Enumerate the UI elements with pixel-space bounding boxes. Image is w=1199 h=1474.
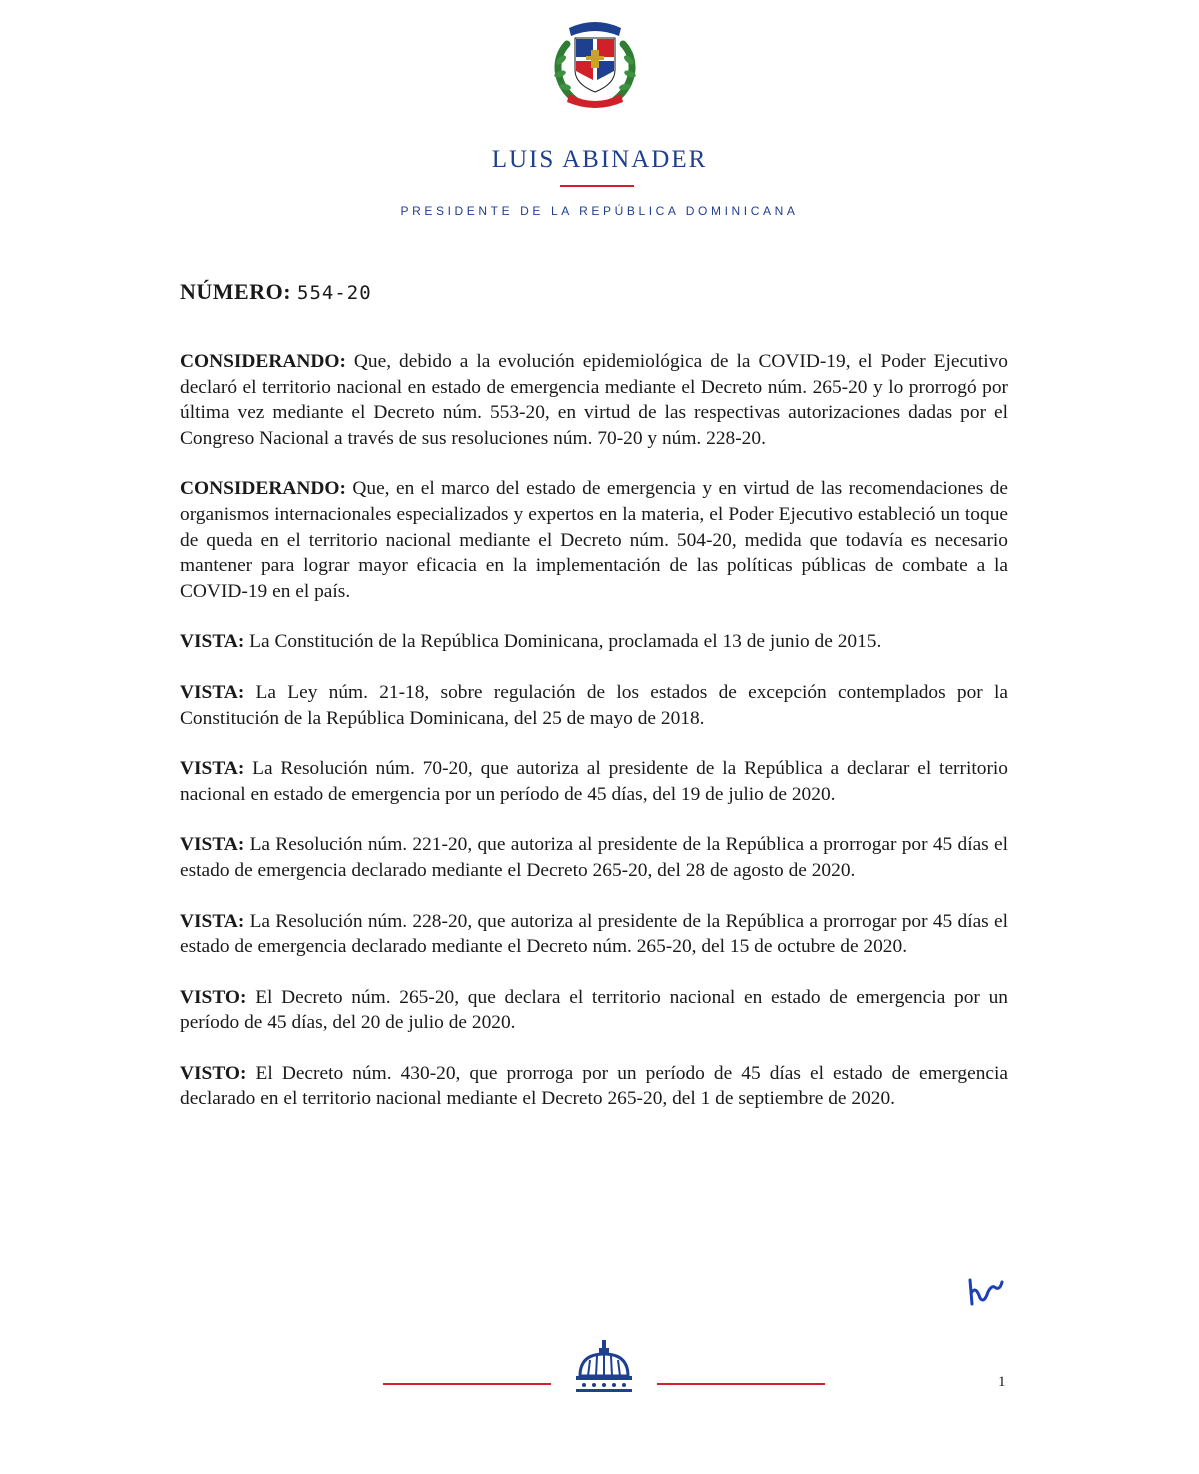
palace-dome-icon bbox=[572, 1338, 636, 1394]
paragraph-visto-decreto-430 bbox=[180, 1061, 1008, 1112]
paragraph-text: La Resolución núm. 228-20, que autoriza al presidente de la República a prorrogar por 45 días el estado de emergencia declarado mediante el Decreto núm. 265-20, del 15 de octubre de 2020. bbox=[180, 910, 1008, 958]
paragraph-heading: CONSIDERANDO: bbox=[180, 351, 346, 372]
president-name: LUIS ABINADER bbox=[491, 146, 708, 173]
paragraph-considerando-2 bbox=[180, 476, 1008, 604]
paragraph-heading: VISTA: bbox=[180, 758, 245, 780]
page-number: 1 bbox=[998, 1374, 1006, 1390]
paragraph-text: Que, debido a la evolución epidemiológica de la COVID-19, el Poder Ejecutivo declaró el territorio nacional en estado de emergencia mediante el Decreto núm. 265-20 y lo prorrogó por última vez mediante el Decreto núm. 553-20, en virtud de las respectivas autorizaciones dadas por el Congreso Nacional a través de sus resoluciones núm. 70-20 y núm. 228-20. bbox=[180, 351, 1008, 449]
paragraph-vista-constitucion bbox=[180, 629, 1008, 655]
president-title: PRESIDENTE DE LA REPÚBLICA DOMINICANA bbox=[400, 204, 799, 218]
paragraph-heading: VISTO: bbox=[180, 986, 247, 1008]
decree-number bbox=[180, 279, 372, 305]
paragraph-vista-resolucion-221 bbox=[180, 832, 1008, 883]
decree-number-label: NÚMERO: bbox=[180, 279, 292, 304]
paragraph-text: El Decreto núm. 430-20, que prorroga por un período de 45 días el estado de emergencia declarado en el territorio nacional mediante el Decreto 265-20, del 1 de septiembre de 2020. bbox=[180, 1062, 1008, 1110]
decree-body bbox=[180, 349, 1008, 1137]
paragraph-text: El Decreto núm. 265-20, que declara el territorio nacional en estado de emergencia por un período de 45 días, del 20 de julio de 2020. bbox=[180, 986, 1008, 1034]
handwritten-initials bbox=[962, 1270, 1008, 1312]
paragraph-heading: VISTO: bbox=[180, 1062, 247, 1084]
decree-number-value: 554-20 bbox=[297, 282, 372, 304]
paragraph-heading: VISTA: bbox=[180, 834, 245, 856]
paragraph-heading: VISTA: bbox=[180, 631, 245, 653]
paragraph-text: La Constitución de la República Dominicana, proclamada el 13 de junio de 2015. bbox=[249, 631, 882, 653]
name-underline bbox=[560, 185, 634, 187]
paragraph-visto-decreto-265 bbox=[180, 985, 1008, 1036]
paragraph-vista-ley bbox=[180, 680, 1008, 731]
paragraph-text: La Resolución núm. 70-20, que autoriza al presidente de la República a declarar el territorio nacional en estado de emergencia por un período de 45 días, del 19 de julio de 2020. bbox=[180, 758, 1008, 805]
paragraph-heading: VISTA: bbox=[180, 910, 245, 932]
coat-of-arms-seal bbox=[545, 14, 645, 114]
paragraph-vista-resolucion-70 bbox=[180, 756, 1008, 807]
paragraph-text: La Resolución núm. 221-20, que autoriza al presidente de la República a prorrogar por 45 días el estado de emergencia declarado mediante el Decreto 265-20, del 28 de agosto de 2020. bbox=[180, 834, 1008, 881]
paragraph-heading: CONSIDERANDO: bbox=[180, 478, 346, 500]
footer-rule-left bbox=[383, 1383, 551, 1385]
paragraph-heading: VISTA: bbox=[180, 681, 245, 703]
paragraph-considerando-1 bbox=[180, 349, 1008, 451]
paragraph-text: Que, en el marco del estado de emergencia y en virtud de las recomendaciones de organismos internacionales especializados y expertos en la materia, el Poder Ejecutivo estableció un toque de queda en el territorio nacional mediante el Decreto núm. 504-20, medida que todavía es necesario mantener para lograr mayor eficacia en la implementación de las políticas públicas de combate a la COVID-19 en el país. bbox=[180, 478, 1008, 602]
footer-rule-right bbox=[657, 1383, 825, 1385]
paragraph-vista-resolucion-228 bbox=[180, 909, 1008, 960]
paragraph-text: La Ley núm. 21-18, sobre regulación de los estados de excepción contemplados por la Constitución de la República Dominicana, del 25 de mayo de 2018. bbox=[180, 681, 1008, 729]
